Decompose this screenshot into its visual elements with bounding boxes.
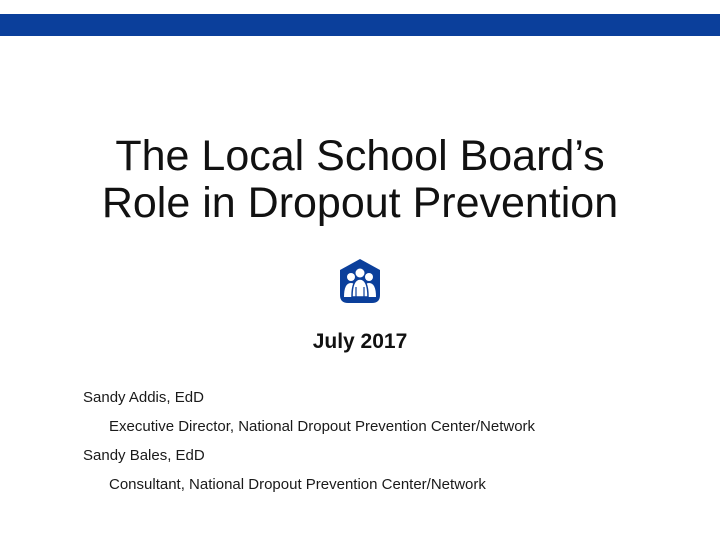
top-accent-bar	[0, 14, 720, 36]
title-line-1: The Local School Board’s	[115, 132, 605, 180]
presenter-2-role: Consultant, National Dropout Prevention Center/Network	[109, 476, 486, 493]
presenter-1-role: Executive Director, National Dropout Prevention Center/Network	[109, 418, 536, 435]
presenter-2-name: Sandy Bales, EdD	[83, 447, 205, 464]
presenters-list	[83, 383, 535, 499]
people-group-logo-icon	[336, 257, 384, 305]
presentation-date: July 2017	[312, 330, 408, 353]
slide-title	[0, 133, 720, 227]
title-line-2: Role in Dropout Prevention	[101, 179, 619, 227]
presenter-1-name: Sandy Addis, EdD	[83, 389, 204, 406]
